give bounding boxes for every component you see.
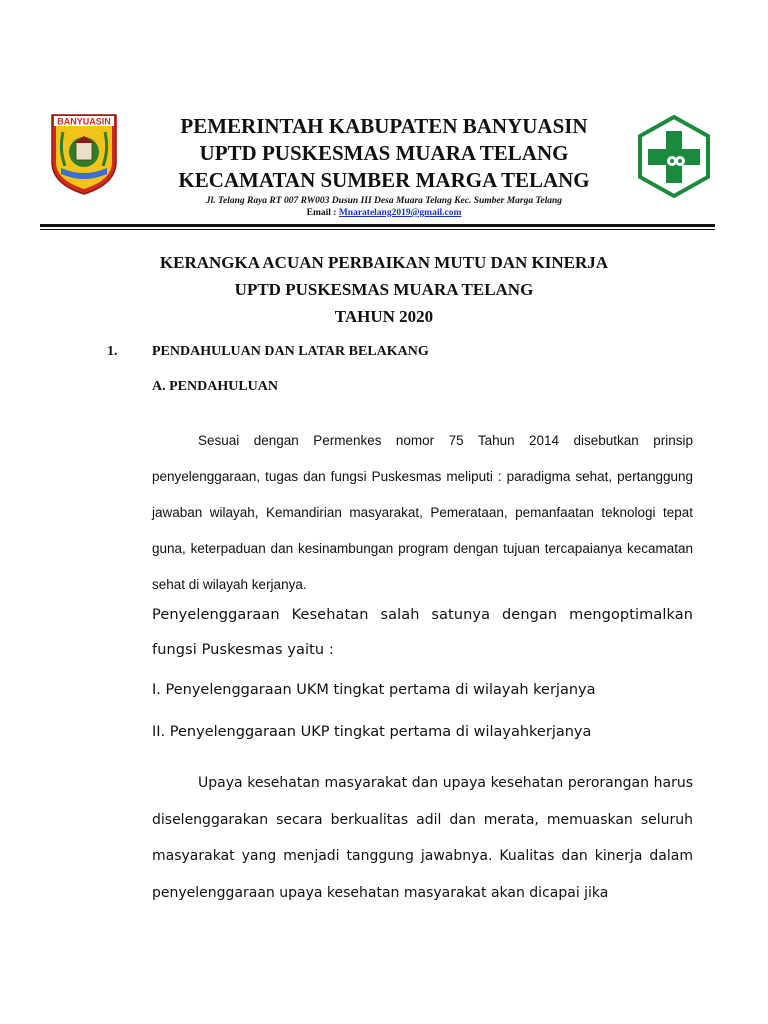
puskesmas-logo (638, 115, 710, 198)
paragraph-1: Sesuai dengan Permenkes nomor 75 Tahun 2014 disebutkan prinsip penyelenggaraan, tugas dan fungsi Puskesmas meliputi : paradigma sehat, pertanggung jawaban wilayah, Kemandirian masyarakat, Pemerataan, pemanfaatan teknologi tepat guna, keterpaduan dan kesinambungan program dengan tujuan tercapaianya kecamatan sehat di wilayah kerjanya. (152, 433, 693, 592)
document-title-line-2: UPTD PUSKESMAS MUARA TELANG (234, 280, 534, 299)
banyuasin-crest-logo (49, 112, 119, 196)
email-label: Email : (306, 208, 337, 218)
letterhead-divider-thick (40, 224, 715, 227)
letterhead-address: Jl. Telang Raya RT 007 RW003 Dusun III Desa Muara Telang Kec. Sumber Marga Telang (205, 196, 563, 206)
document-title-line-3: TAHUN 2020 (334, 307, 434, 326)
email-link[interactable]: Mnaratelang2019@gmail.com (338, 208, 462, 218)
section-heading: PENDAHULUAN DAN LATAR BELAKANG (152, 344, 429, 359)
letterhead-divider-thin (40, 229, 715, 230)
crest-banner-text: BANYUASIN (57, 116, 111, 127)
letterhead-line-2: UPTD PUSKESMAS MUARA TELANG (199, 141, 569, 165)
letterhead-email-row (120, 207, 648, 219)
letterhead-line-1: PEMERINTAH KABUPATEN BANYUASIN (180, 114, 588, 138)
paragraph-3: Upaya kesehatan masyarakat dan upaya kesehatan perorangan harus diselenggarakan secara berkualitas adil dan merata, memuaskan seluruh masyarakat yang menjadi tanggung jawabnya. Kualitas dan kinerja dalam penyelenggaraan upaya kesehatan masyarakat akan dicapai jika (152, 775, 693, 901)
paragraph-2: Penyelenggaraan Kesehatan salah satunya dengan mengoptimalkan fungsi Puskesmas yaitu : (152, 607, 693, 658)
letterhead-line-3: KECAMATAN SUMBER MARGA TELANG (178, 168, 590, 192)
list-item-2: II. Penyelenggaraan UKP tingkat pertama di wilayahkerjanya (152, 724, 592, 740)
section-number: 1. (107, 344, 118, 359)
subsection-heading: A. PENDAHULUAN (152, 379, 278, 394)
document-title-line-1: KERANGKA ACUAN PERBAIKAN MUTU DAN KINERJA (159, 253, 609, 272)
list-item-1: I. Penyelenggaraan UKM tingkat pertama di wilayah kerjanya (152, 682, 596, 698)
